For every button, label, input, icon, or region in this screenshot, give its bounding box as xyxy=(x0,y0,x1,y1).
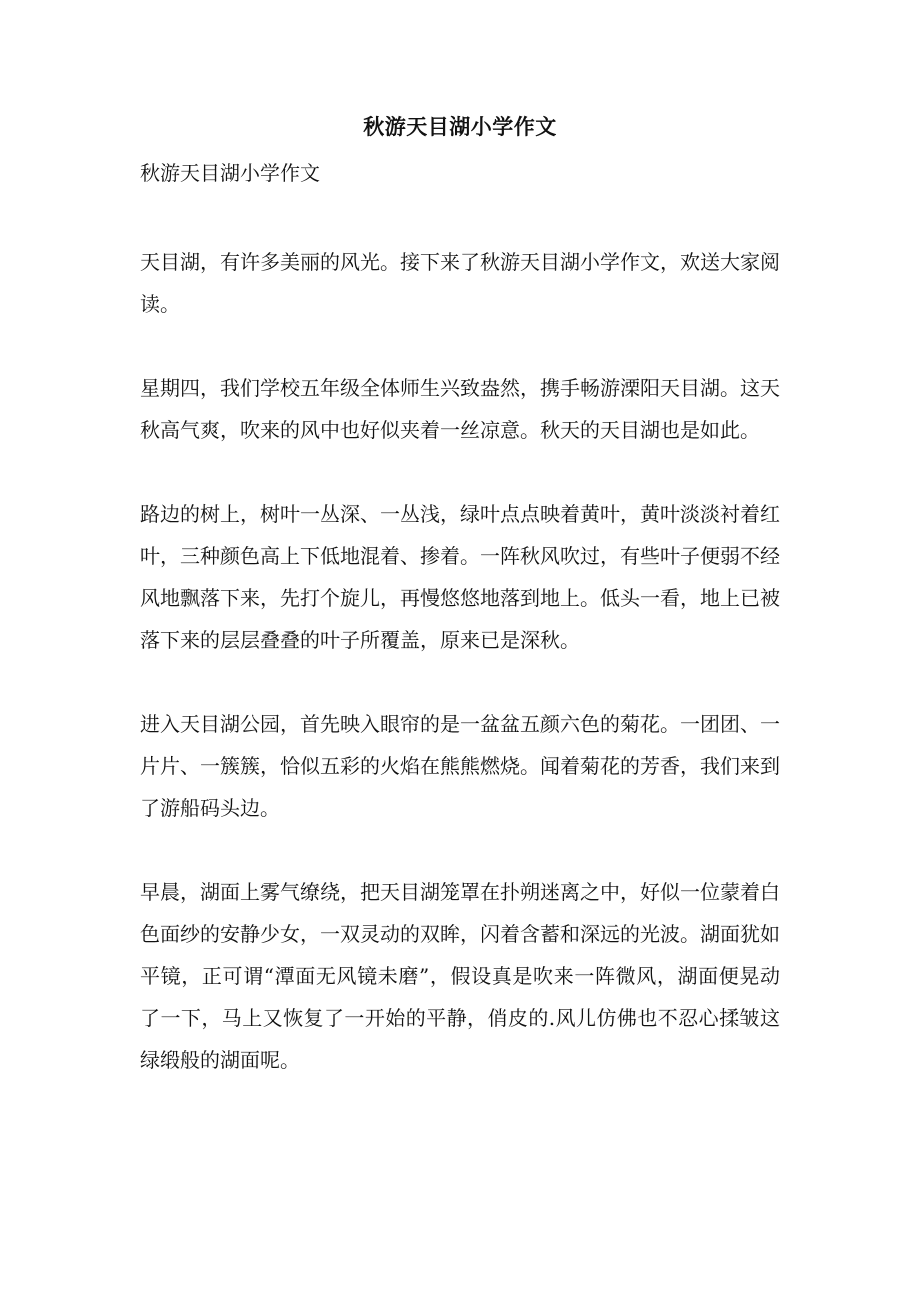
document-subtitle: 秋游天目湖小学作文 xyxy=(140,161,320,185)
document-title: 秋游天目湖小学作文 xyxy=(363,114,557,139)
paragraph: 天目湖，有许多美丽的风光。接下来了秋游天目湖小学作文，欢送大家阅读。 xyxy=(140,250,780,316)
document-body xyxy=(140,241,780,1081)
paragraph: 星期四，我们学校五年级全体师生兴致盎然，携手畅游溧阳天目湖。这天秋高气爽，吹来的风中也好似夹着一丝凉意。秋天的天目湖也是如此。 xyxy=(140,376,780,442)
paragraph: 路边的树上，树叶一丛深、一丛浅，绿叶点点映着黄叶，黄叶淡淡衬着红叶，三种颜色高上下低地混着、掺着。一阵秋风吹过，有些叶子便弱不经风地飘落下来，先打个旋儿，再慢悠悠地落到地上。低头一看，地上已被落下来的层层叠叠的叶子所覆盖，原来已是深秋。 xyxy=(140,502,780,652)
paragraph: 进入天目湖公园，首先映入眼帘的是一盆盆五颜六色的菊花。一团团、一片片、一簇簇，恰似五彩的火焰在熊熊燃烧。闻着菊花的芳香，我们来到了游船码头边。 xyxy=(140,712,780,820)
paragraph: 早晨，湖面上雾气缭绕，把天目湖笼罩在扑朔迷离之中，好似一位蒙着白色面纱的安静少女，一双灵动的双眸，闪着含蓄和深远的光波。湖面犹如平镜，正可谓“潭面无风镜未磨”，假设真是吹来一阵微风，湖面便晃动了一下，马上又恢复了一开始的平静，俏皮的.风儿仿佛也不忍心揉皱这绿缎般的湖面呢。 xyxy=(140,880,780,1072)
